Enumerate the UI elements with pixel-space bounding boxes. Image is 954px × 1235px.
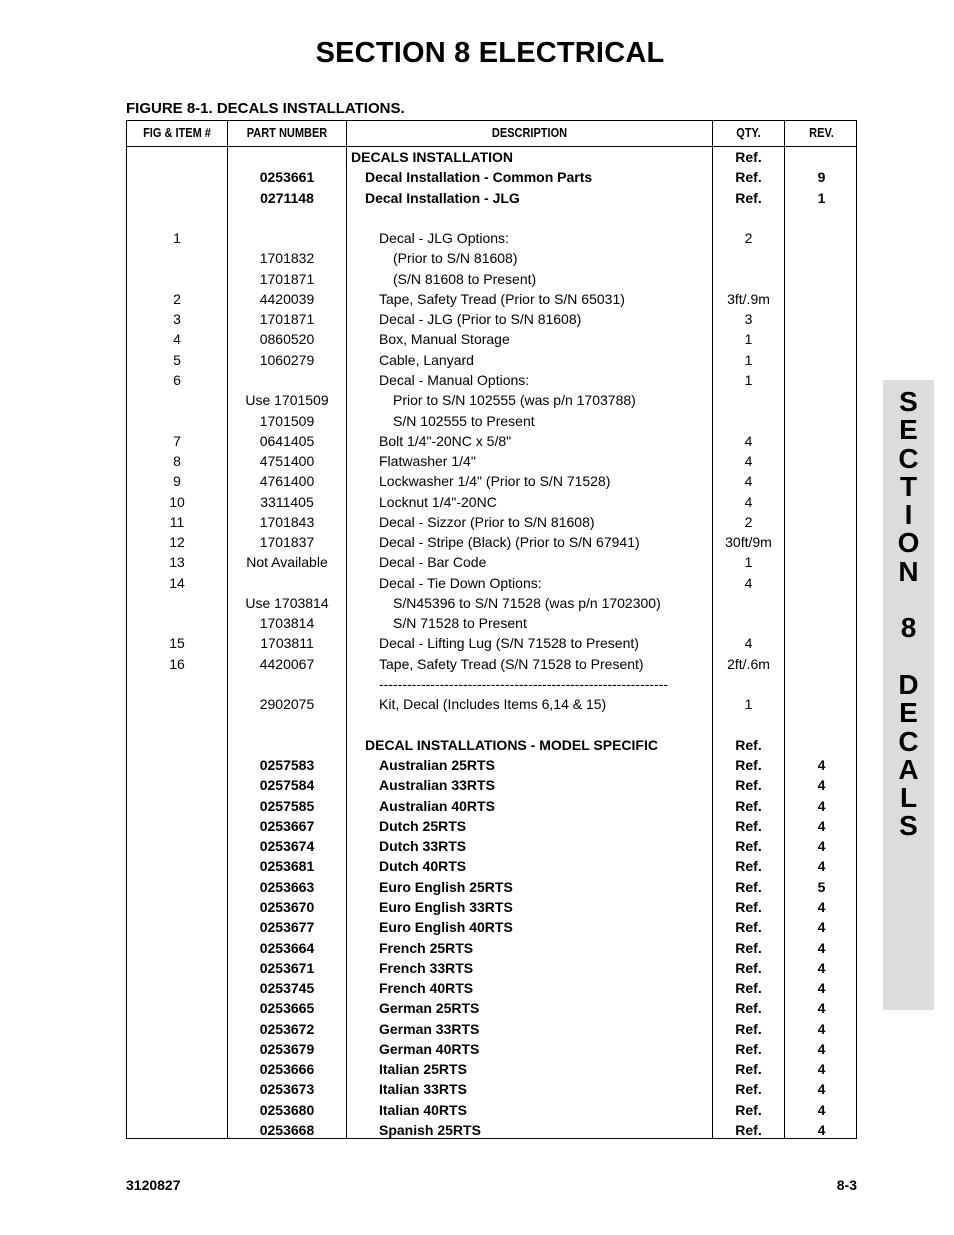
qty-cell: 1 (744, 371, 753, 388)
part-number-cell: 0253667 (259, 817, 315, 834)
side-tab-letter (883, 643, 934, 671)
qty-cell: Ref. (735, 898, 762, 915)
section-side-tab (883, 380, 934, 1010)
description-cell: Box, Manual Storage (379, 331, 510, 348)
rev-cell: 9 (817, 169, 826, 186)
description-cell: Australian 40RTS (379, 797, 495, 814)
qty-cell: Ref. (735, 757, 762, 774)
description-cell: Lockwasher 1/4" (Prior to S/N 71528) (379, 473, 611, 490)
side-tab-letter: E (899, 414, 918, 446)
table-row (127, 958, 856, 978)
qty-cell: 2ft/.6m (727, 655, 770, 672)
qty-cell: 4 (744, 574, 753, 591)
description-cell: S/N 71528 to Present (393, 615, 527, 632)
table-row (127, 350, 856, 370)
part-number-cell: 0641405 (259, 432, 315, 449)
description-cell: German 25RTS (379, 1000, 480, 1017)
side-tab-letter: C (898, 725, 919, 757)
description-cell: (Prior to S/N 81608) (393, 250, 518, 267)
part-number-cell: 0253663 (259, 878, 315, 895)
item-cell: 10 (169, 493, 185, 510)
header-description: DESCRIPTION (491, 126, 568, 140)
description-cell: Tape, Safety Tread (Prior to S/N 65031) (379, 290, 625, 307)
rev-cell: 1 (817, 189, 826, 206)
qty-cell: Ref. (735, 1000, 762, 1017)
table-row (127, 329, 856, 349)
description-cell: Euro English 25RTS (379, 878, 513, 895)
qty-cell: Ref. (735, 797, 762, 814)
rev-cell: 4 (817, 919, 826, 936)
table-row (127, 816, 856, 836)
item-cell: 13 (169, 554, 185, 571)
item-cell: 8 (173, 453, 181, 470)
rev-cell: 4 (817, 1040, 826, 1057)
qty-cell: Ref. (735, 817, 762, 834)
part-number-cell: 0257583 (259, 757, 315, 774)
description-cell: Decal Installation - JLG (365, 189, 520, 206)
side-tab-letter: C (898, 442, 919, 474)
description-cell: Locknut 1/4"-20NC (379, 493, 497, 510)
item-cell: 15 (169, 635, 185, 652)
qty-cell: 4 (744, 453, 753, 470)
qty-cell: 1 (744, 696, 753, 713)
table-row (127, 593, 856, 613)
qty-cell: 1 (744, 351, 753, 368)
side-tab-letter: S (899, 810, 918, 842)
table-row (127, 735, 856, 755)
side-tab-letter: O (897, 527, 920, 559)
qty-cell: Ref. (735, 1101, 762, 1118)
side-tab-letter: A (898, 753, 919, 785)
part-number-cell: 0257585 (259, 797, 315, 814)
table-row (127, 492, 856, 512)
rev-cell: 4 (817, 858, 826, 875)
table-row (127, 836, 856, 856)
qty-cell: Ref. (735, 1081, 762, 1098)
part-number-cell: 1701509 (259, 412, 315, 429)
description-cell: Italian 40RTS (379, 1101, 467, 1118)
table-row (127, 532, 856, 552)
rev-cell: 4 (817, 1061, 826, 1078)
item-cell: 2 (173, 290, 181, 307)
rev-cell: 4 (817, 1000, 826, 1017)
table-row (127, 289, 856, 309)
description-cell: DECALS INSTALLATION (351, 149, 514, 165)
table-row (127, 715, 856, 735)
table-row (127, 1120, 856, 1140)
part-number-cell: 4761400 (259, 473, 315, 490)
description-cell: Decal - JLG (Prior to S/N 81608) (379, 311, 582, 328)
qty-cell: 4 (744, 473, 753, 490)
description-cell: Decal Installation - Common Parts (365, 169, 593, 186)
table-row (127, 1019, 856, 1039)
table-row (127, 573, 856, 593)
table-row (127, 613, 856, 633)
part-number-cell: 0253661 (259, 169, 315, 186)
qty-cell: 2 (744, 230, 753, 247)
side-tab-letter: L (899, 782, 918, 814)
rev-cell: 5 (817, 878, 826, 895)
rev-cell: 4 (817, 898, 826, 915)
part-number-cell: 4420067 (259, 655, 315, 672)
qty-cell: Ref. (735, 838, 762, 855)
description-cell: German 40RTS (379, 1040, 480, 1057)
description-cell: Australian 33RTS (379, 777, 495, 794)
description-cell: -------------------------------------------------------------- (379, 676, 669, 693)
table-row (127, 512, 856, 532)
description-cell: Dutch 25RTS (379, 817, 467, 834)
qty-cell: Ref. (735, 980, 762, 997)
table-row (127, 269, 856, 289)
part-number-cell: 0253677 (259, 919, 315, 936)
side-tab-letter: D (898, 668, 919, 700)
part-number-cell: 2902075 (259, 696, 315, 713)
qty-cell: Ref. (735, 939, 762, 956)
part-number-cell: 1060279 (259, 351, 315, 368)
description-cell: Dutch 33RTS (379, 838, 467, 855)
part-number-cell: 0253681 (259, 858, 315, 875)
item-cell: 9 (173, 473, 181, 490)
side-tab-letter: N (898, 555, 919, 587)
description-cell: Decal - Lifting Lug (S/N 71528 to Present) (379, 635, 639, 652)
rev-cell: 4 (817, 1020, 826, 1037)
part-number-cell: 1703811 (260, 635, 314, 652)
qty-cell: Ref. (735, 189, 762, 206)
part-number-cell: 0253674 (259, 838, 315, 855)
rev-cell: 4 (817, 959, 826, 976)
table-row (127, 755, 856, 775)
part-number-cell: 0253745 (259, 980, 315, 997)
table-row (127, 938, 856, 958)
part-number-cell: 0253670 (259, 898, 315, 915)
item-cell: 7 (173, 432, 181, 449)
document-number: 3120827 (126, 1177, 181, 1193)
page-number: 8-3 (836, 1177, 857, 1193)
table-row (127, 188, 856, 208)
table-row (127, 633, 856, 653)
table-row (127, 248, 856, 268)
table-row (127, 228, 856, 248)
part-number-cell: 1701871 (259, 311, 315, 328)
qty-cell: 4 (744, 635, 753, 652)
description-cell: Decal - Bar Code (379, 554, 487, 571)
part-number-cell: 0253672 (259, 1020, 315, 1037)
part-number-cell: 3311405 (260, 493, 314, 510)
part-number-cell: 1703814 (259, 615, 315, 632)
header-part-number: PART NUMBER (246, 126, 328, 140)
rev-cell: 4 (817, 1101, 826, 1118)
qty-cell: Ref. (735, 1061, 762, 1078)
qty-cell: 4 (744, 493, 753, 510)
part-number-cell: Use 1701509 (245, 392, 329, 409)
table-row (127, 1100, 856, 1120)
description-cell: (S/N 81608 to Present) (393, 270, 537, 287)
qty-cell: Ref. (735, 1121, 762, 1138)
description-cell: Italian 33RTS (379, 1081, 467, 1098)
part-number-cell: 0253679 (259, 1040, 315, 1057)
description-cell: Tape, Safety Tread (S/N 71528 to Present) (379, 655, 644, 672)
description-cell: Decal - Tie Down Options: (379, 574, 542, 591)
description-cell: Bolt 1/4"-20NC x 5/8" (379, 432, 512, 449)
qty-cell: Ref. (735, 1040, 762, 1057)
item-cell: 12 (169, 534, 185, 551)
description-cell: Decal - Manual Options: (379, 371, 530, 388)
description-cell: Flatwasher 1/4" (379, 453, 476, 470)
part-number-cell: 0253664 (259, 939, 315, 956)
description-cell: Euro English 40RTS (379, 919, 513, 936)
item-cell: 16 (169, 655, 185, 672)
description-cell: Decal - Stripe (Black) (Prior to S/N 67941) (379, 534, 640, 551)
qty-cell: 3 (744, 311, 753, 328)
table-row (127, 167, 856, 187)
description-cell: DECAL INSTALLATIONS - MODEL SPECIFIC (365, 736, 658, 753)
side-tab-letter: E (899, 697, 918, 729)
table-row (127, 917, 856, 937)
item-cell: 5 (173, 351, 181, 368)
table-row (127, 451, 856, 471)
table-row (127, 471, 856, 491)
description-cell: Kit, Decal (Includes Items 6,14 & 15) (379, 696, 607, 713)
qty-cell: Ref. (735, 736, 762, 753)
part-number-cell: Use 1703814 (245, 594, 329, 611)
header-rev: REV. (809, 126, 834, 140)
qty-cell: 4 (744, 432, 753, 449)
table-row (127, 877, 856, 897)
part-number-cell: 1701871 (259, 270, 315, 287)
qty-cell: Ref. (735, 919, 762, 936)
side-tab-letter: 8 (900, 612, 917, 644)
qty-cell: 30ft/9m (725, 534, 772, 551)
table-row (127, 978, 856, 998)
section-title: SECTION 8 ELECTRICAL (315, 37, 665, 69)
item-cell: 14 (169, 574, 185, 591)
qty-cell: Ref. (735, 777, 762, 794)
part-number-cell: 0253668 (259, 1121, 315, 1138)
table-row (127, 674, 856, 694)
description-cell: Decal - JLG Options: (379, 230, 509, 247)
table-row (127, 998, 856, 1018)
qty-cell: Ref. (735, 858, 762, 875)
part-number-cell: 1701843 (259, 513, 315, 530)
qty-cell: 2 (744, 513, 753, 530)
rev-cell: 4 (817, 817, 826, 834)
table-row (127, 775, 856, 795)
part-number-cell: 0257584 (259, 777, 315, 794)
table-row (127, 390, 856, 410)
side-tab-letter: S (899, 386, 918, 417)
table-row (127, 856, 856, 876)
part-number-cell: 0860520 (259, 331, 315, 348)
table-row (127, 654, 856, 674)
table-row (127, 309, 856, 329)
part-number-cell: 4420039 (259, 290, 315, 307)
part-number-cell: 0253666 (259, 1061, 315, 1078)
header-fig-item: FIG & ITEM # (143, 126, 211, 140)
description-cell: Australian 25RTS (379, 757, 495, 774)
rev-cell: 4 (817, 838, 826, 855)
item-cell: 3 (173, 311, 181, 328)
table-row (127, 411, 856, 431)
qty-cell: Ref. (735, 169, 762, 186)
part-number-cell: 0271148 (260, 189, 314, 206)
part-number-cell: Not Available (246, 554, 328, 571)
description-cell: Cable, Lanyard (379, 351, 474, 368)
table-row (127, 897, 856, 917)
description-cell: Decal - Sizzor (Prior to S/N 81608) (379, 513, 595, 530)
table-row (127, 1059, 856, 1079)
qty-cell: 3ft/.9m (727, 290, 770, 307)
qty-cell: Ref. (735, 149, 762, 165)
description-cell: German 33RTS (379, 1020, 480, 1037)
description-cell: Prior to S/N 102555 (was p/n 1703788) (393, 392, 636, 409)
item-cell: 11 (169, 513, 185, 530)
part-number-cell: 4751400 (259, 453, 315, 470)
qty-cell: Ref. (735, 878, 762, 895)
qty-cell: Ref. (735, 1020, 762, 1037)
rev-cell: 4 (817, 797, 826, 814)
part-number-cell: 0253665 (259, 1000, 315, 1017)
qty-cell: Ref. (735, 959, 762, 976)
description-cell: French 25RTS (379, 939, 474, 956)
item-cell: 1 (173, 230, 181, 247)
header-qty: QTY. (736, 126, 761, 140)
part-number-cell: 1701832 (259, 250, 315, 267)
table-row (127, 694, 856, 714)
parts-table (126, 120, 857, 1139)
qty-cell: 1 (744, 554, 753, 571)
rev-cell: 4 (817, 757, 826, 774)
description-cell: French 33RTS (379, 959, 474, 976)
rev-cell: 4 (817, 1121, 826, 1138)
figure-title: FIGURE 8-1. DECALS INSTALLATIONS. (126, 100, 405, 117)
part-number-cell: 0253671 (259, 959, 315, 976)
item-cell: 6 (173, 371, 181, 388)
table-row (127, 796, 856, 816)
side-tab-letter: T (899, 470, 918, 502)
part-number-cell: 1701837 (259, 534, 315, 551)
table-row (127, 1079, 856, 1099)
part-number-cell: 0253680 (259, 1101, 315, 1118)
description-cell: French 40RTS (379, 980, 474, 997)
rev-cell: 4 (817, 1081, 826, 1098)
part-number-cell: 0253673 (259, 1081, 315, 1098)
description-cell: Italian 25RTS (379, 1061, 467, 1078)
table-row (127, 431, 856, 451)
table-row (127, 1039, 856, 1059)
side-tab-letter: I (904, 499, 913, 531)
description-cell: Dutch 40RTS (379, 858, 467, 875)
item-cell: 4 (173, 331, 181, 348)
qty-cell: 1 (744, 331, 753, 348)
description-cell: S/N 102555 to Present (393, 412, 535, 429)
description-cell: Euro English 33RTS (379, 898, 513, 915)
table-row (127, 370, 856, 390)
rev-cell: 4 (817, 777, 826, 794)
table-row (127, 552, 856, 572)
table-row (127, 208, 856, 228)
description-cell: Spanish 25RTS (379, 1121, 481, 1138)
description-cell: S/N45396 to S/N 71528 (was p/n 1702300) (393, 594, 661, 611)
side-tab-letter (883, 586, 934, 614)
side-tab-text (883, 388, 934, 841)
rev-cell: 4 (817, 939, 826, 956)
table-row (127, 147, 856, 167)
rev-cell: 4 (817, 980, 826, 997)
